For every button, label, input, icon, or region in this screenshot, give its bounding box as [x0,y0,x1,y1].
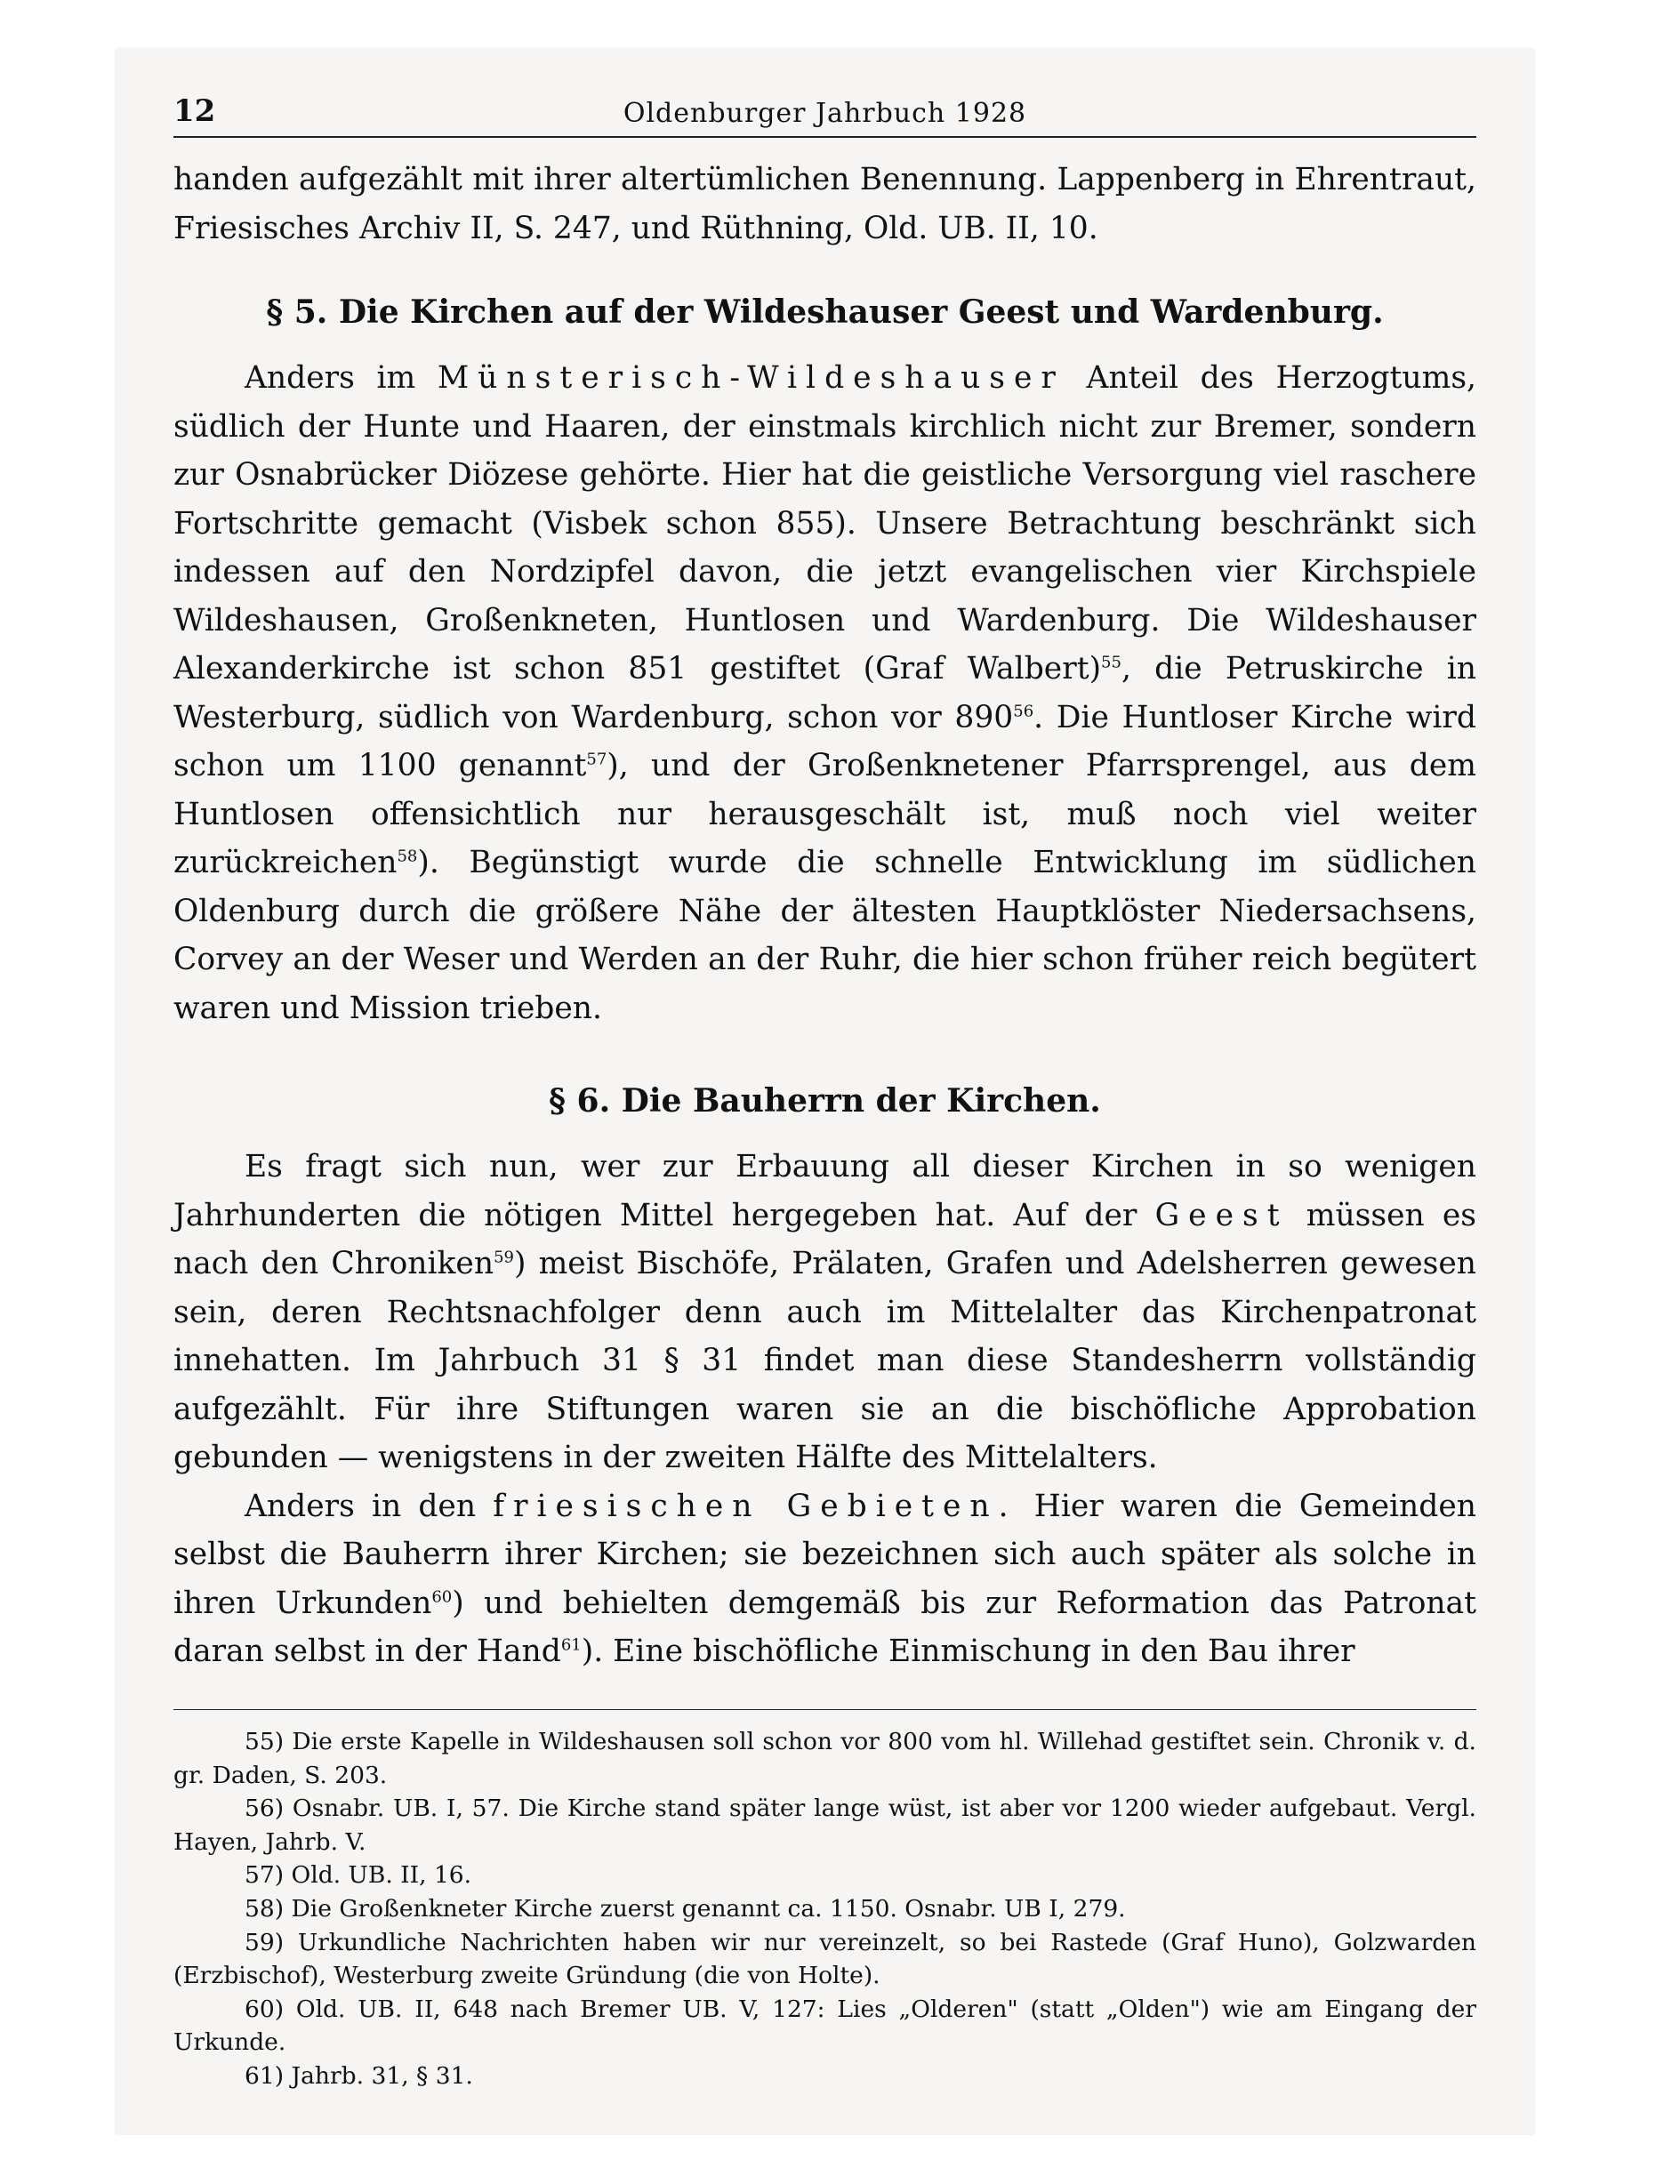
footnote-mark: 57) [245,1861,285,1890]
footnote-ref: 56 [1013,702,1034,720]
footnote-61: 61) Jahrb. 31, § 31. [245,2061,473,2090]
footnote-ref: 55 [1101,653,1121,672]
footnote-57: 57) Old. UB. II, 16. [245,1861,472,1890]
running-title: Oldenburger Jahrbuch 1928 [623,98,1027,129]
footnote-mark: 58) [245,1894,285,1923]
section-5-paragraph: Anders im Münsterisch-Wildeshauser Anteil des Herzogtums, südlich der Hunte und Haaren, der einstmals kirchlich nicht zur Bremer, sondern zur Osnabrücker Diözese gehörte. Hier hat die geistliche Versorgung viel raschere Fortschritte gemacht (Visbek schon 855). Unsere Betrachtung beschränkt sich indessen auf den Nordzipfel davon, die jetzt evangelischen vier Kirchspiele Wildeshausen, Großenkneten, Huntlosen und Wardenburg. Die Wildeshauser Alexanderkirche ist schon 851 gestiftet (Graf Walbert)$^{55}$, die Petruskirche in Westerburg, südlich von Wardenburg, schon vor $890^{56}$. Die Huntloser Kirche wird schon um 1100 genannt$^{57}$), und der Großenknetener Pfarrsprengel, aus dem Huntlosen offensichtlich nur herausgeschält ist, muß noch viel weiter zurückreichen$^{58}$). Begünstigt wurde die schnelle Entwicklung im südlichen Oldenburg durch die größere Nähe der ältesten Hauptklöster Niedersachsens, Corvey an der Weser und Werden an der Ruhr, die hier schon früher reich begütert waren und Mission trieben. [173,360,1477,1026]
page-number: 12 [173,93,216,129]
footnote-ref: 57 [586,750,607,769]
section-6-heading: § 6. Die Bauherrn der Kirchen. [549,1082,1101,1120]
spaced-emphasis: Münsterisch-Wildeshauser [437,360,1065,396]
section-6-paragraph-2: Anders in den friesischen Gebieten. Hier waren die Gemeinden selbst die Bauherrn ihrer Kirchen; sie bezeichnen sich auch später als solche in ihren Urkunden$^{60}$) und behielten demgemäß bis zur Reformation das Patronat daran selbst in der Hand$^{61}$). Eine bischöfliche Einmischung in den Bau ihrer [173,1488,1476,1669]
footnote-mark: 59) [245,1928,285,1956]
footnote-56: 56) Osnabr. UB. I, 57. Die Kirche stand später lange wüst, ist aber vor 1200 wieder aufgebaut. Vergl. Hayen, Jahrb. V. [173,1795,1476,1856]
footnote-mark: 56) [245,1795,285,1823]
intro-paragraph: handen aufgezählt mit ihrer altertümlichen Benennung. Lappenberg in Ehrentraut, Friesisches Archiv II, S. 247, und Rüthning, Old. UB. II, 10. [173,162,1476,246]
footnote-55: 55) Die erste Kapelle in Wildeshausen soll schon vor 800 vom hl. Willehad gestiftet sein. Chronik v. d. gr. Daden, S. 203. [173,1728,1476,1789]
footnote-mark: 60) [245,1995,285,2023]
spaced-emphasis: Geest [1154,1197,1289,1233]
footnote-ref: 59 [494,1248,514,1267]
footnote-mark: 55) [245,1728,285,1755]
footnote-mark: 61) [245,2061,285,2090]
footnote-58: 58) Die Großenkneter Kirche zuerst genannt ca. 1150. Osnabr. UB I, 279. [245,1894,1126,1923]
footnote-rule [173,1709,1476,1710]
footnote-ref: 60 [431,1587,453,1606]
page-header [173,84,1476,138]
footnote-59: 59) Urkundliche Nachrichten haben wir nur vereinzelt, so bei Rastede (Graf Huno), Golzwarden (Erzbischof), Westerburg zweite Gründung (die von Holte). [173,1928,1476,1990]
footnotes [173,1725,1476,2093]
footnote-60: 60) Old. UB. II, 648 nach Bremer UB. V, 127: Lies „Olderen" (statt „Olden") wie am Eingang der Urkunde. [173,1995,1476,2057]
book-page [116,49,1534,2134]
section-5-heading: § 5. Die Kirchen auf der Wildeshauser Geest und Wardenburg. [266,293,1384,331]
spaced-emphasis: friesischen Gebieten. [493,1488,1017,1524]
footnote-ref: 61 [560,1635,582,1655]
section-6-paragraph-1: Es fragt sich nun, wer zur Erbauung all dieser Kirchen in so wenigen Jahrhunderten die nötigen Mittel hergegeben hat. Auf der Geest müssen es nach den Chroniken$^{59}$) meist Bischöfe, Prälaten, Grafen und Adelsherren gewesen sein, deren Rechtsnachfolger denn auch im Mittelalter das Kirchenpatronat innehatten. Im Jahrbuch 31 § 31 findet man diese Standesherrn vollständig aufgezählt. Für ihre Stiftungen waren sie an die bischöfliche Approbation gebunden — wenigstens in der zweiten Hälfte des Mittelalters. [173,1149,1477,1475]
footnote-ref: 58 [397,847,418,866]
body-text [173,156,1476,1676]
